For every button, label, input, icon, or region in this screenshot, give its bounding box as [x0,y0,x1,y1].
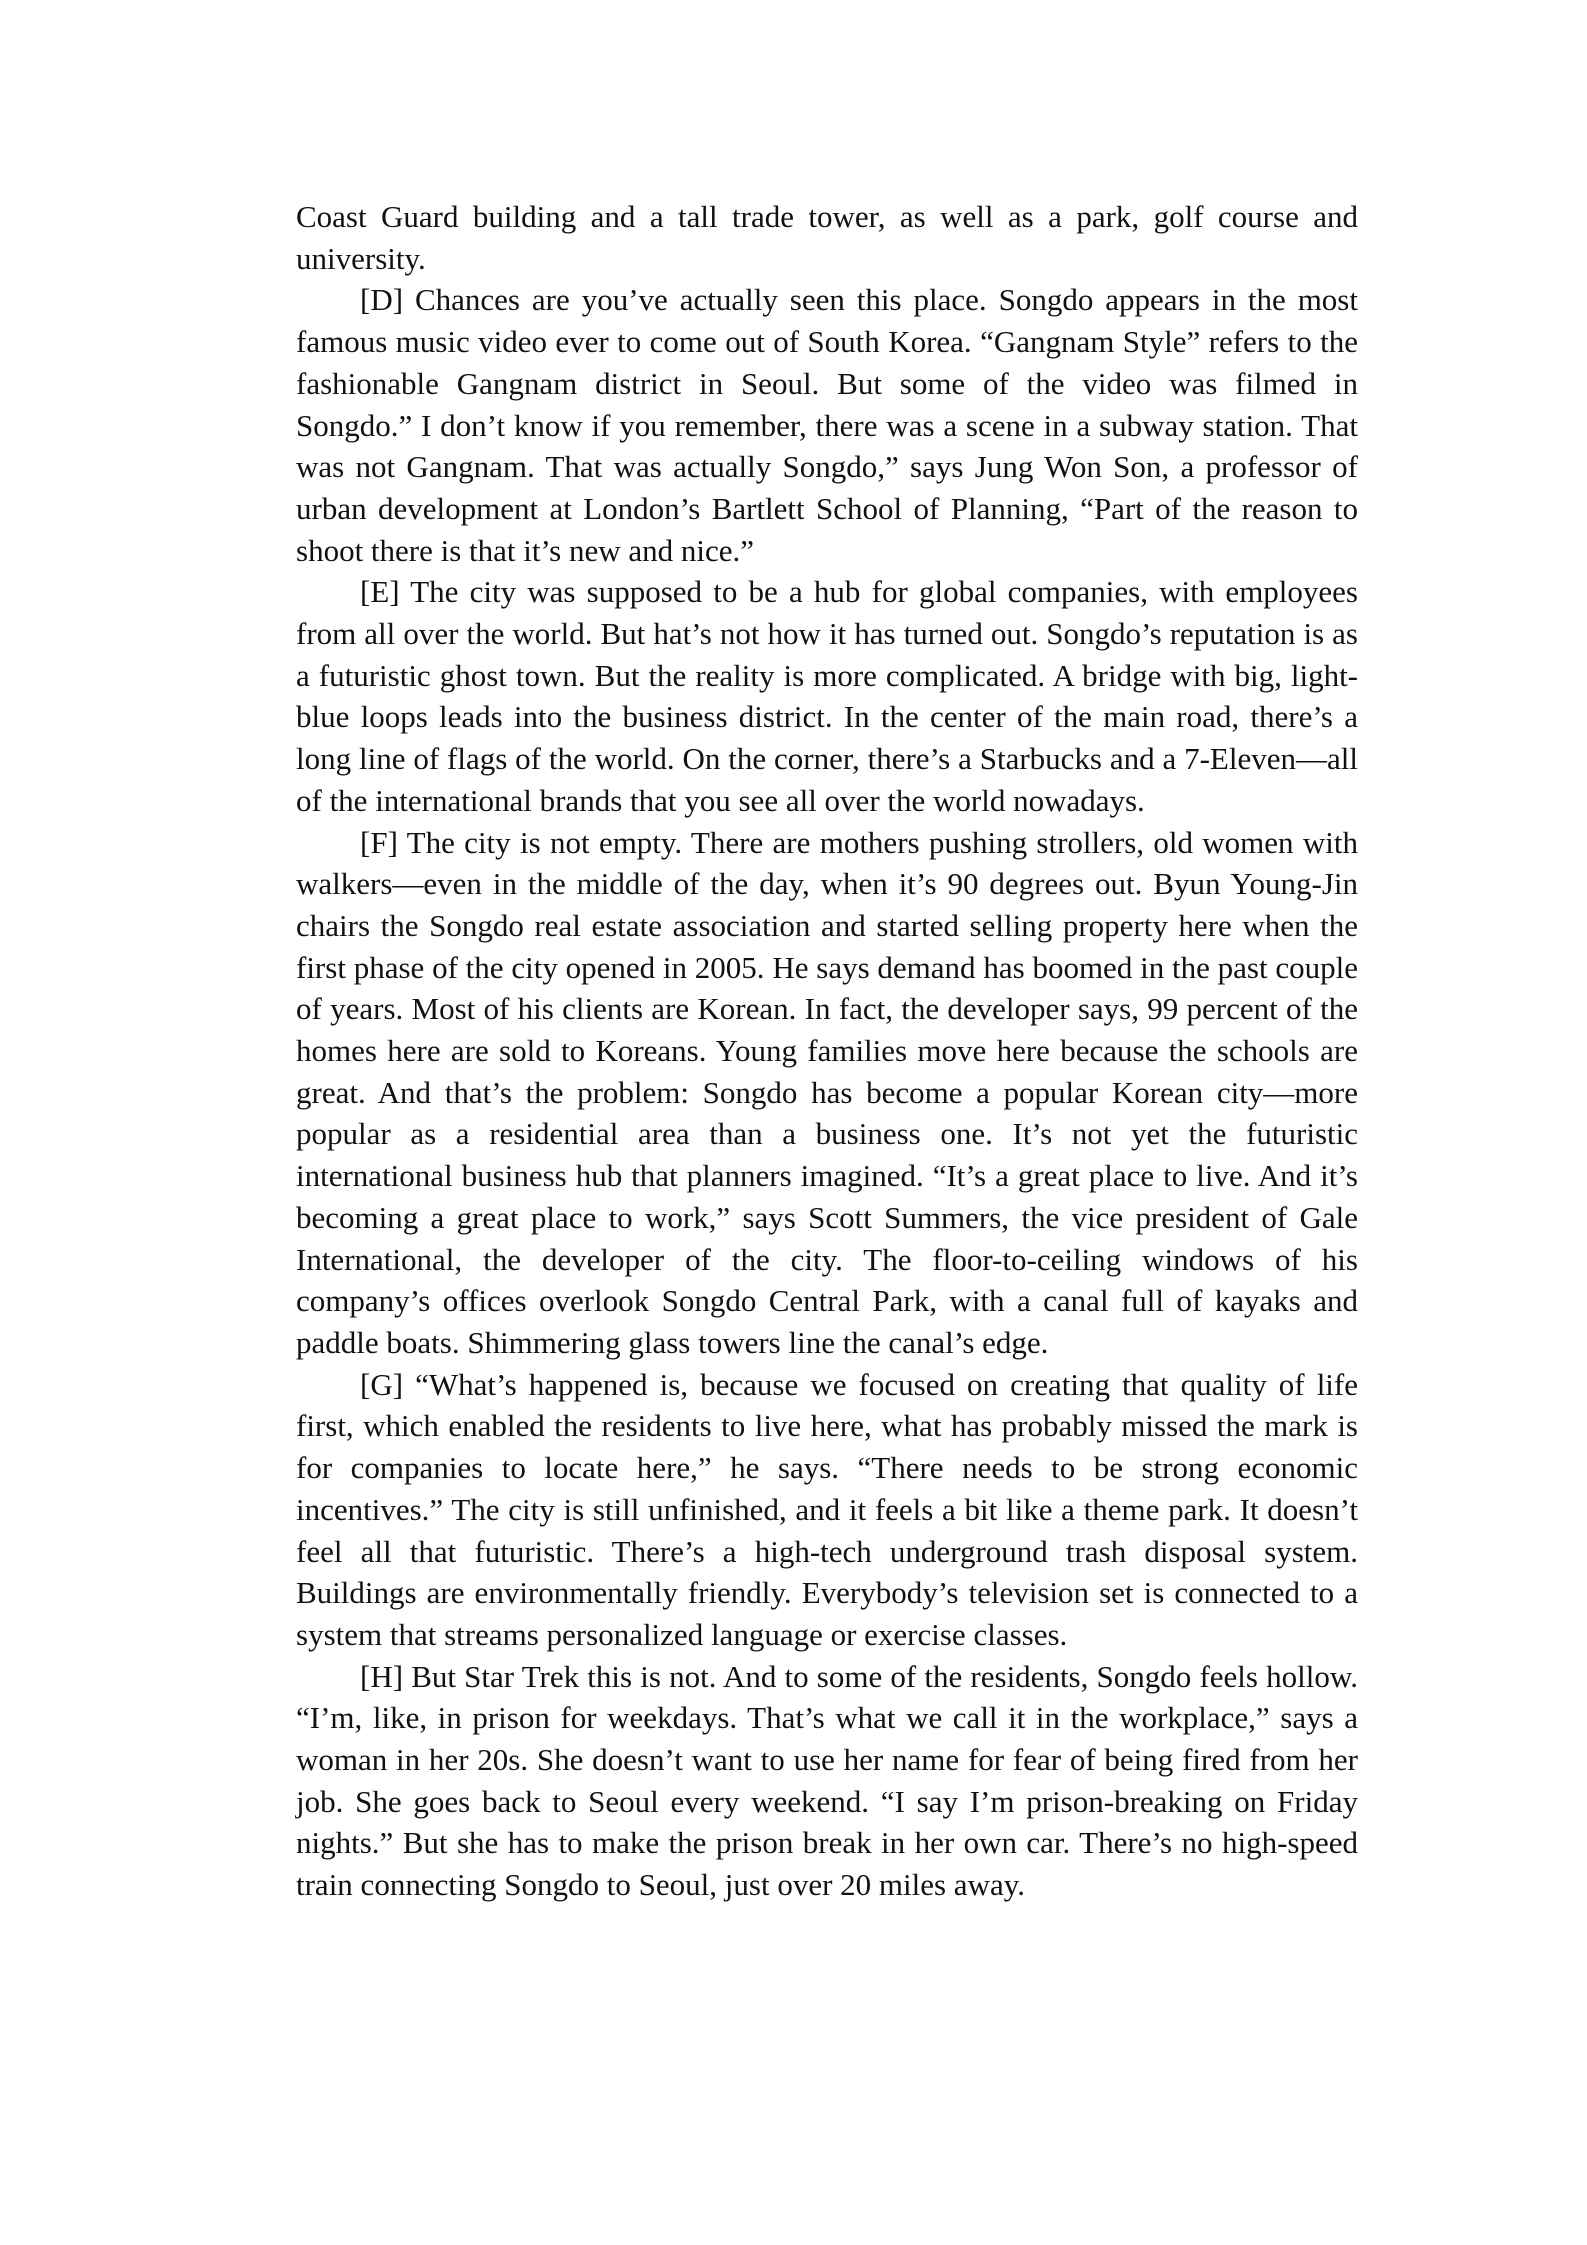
article-body [296,196,1358,1906]
paragraph-d: [D] Chances are you’ve actually seen this place. Songdo appears in the most famous music video ever to come out of South Korea. “Gangnam Style” refers to the fashionable Gangnam district in Seoul. But some of the video was filmed in Songdo.” I don’t know if you remember, there was a scene in a subway station. That was not Gangnam. That was actually Songdo,” says Jung Won Son, a professor of urban development at London’s Bartlett School of Planning, “Part of the reason to shoot there is that it’s new and nice.” [296,282,1358,568]
paragraph-g: [G] “What’s happened is, because we focused on creating that quality of life first, which enabled the residents to live here, what has probably missed the mark is for companies to locate here,” he says. “There needs to be strong economic incentives.” The city is still unfinished, and it feels a bit like a theme park. It doesn’t feel all that futuristic. There’s a high-tech underground trash disposal system. Buildings are environmentally friendly. Everybody’s television set is connected to a system that streams personalized language or exercise classes. [296,1366,1358,1652]
paragraph-continuation: Coast Guard building and a tall trade tower, as well as a park, golf course and university. [296,199,1358,276]
paragraph-f: [F] The city is not empty. There are mothers pushing strollers, old women with walkers—even in the middle of the day, when it’s 90 degrees out. Byun Young-Jin chairs the Songdo real estate association and started selling property here when the first phase of the city opened in 2005. He says demand has boomed in the past couple of years. Most of his clients are Korean. In fact, the developer says, 99 percent of the homes here are sold to Koreans. Young families move here because the schools are great. And that’s the problem: Songdo has become a popular Korean city—more popular as a residential area than a business one. It’s not yet the futuristic international business hub that planners imagined. “It’s a great place to live. And it’s becoming a great place to work,” says Scott Summers, the vice president of Gale International, the developer of the city. The floor-to-ceiling windows of his company’s offices overlook Songdo Central Park, with a canal full of kayaks and paddle boats. Shimmering glass towers line the canal’s edge. [296,824,1358,1360]
paragraph-h: [H] But Star Trek this is not. And to some of the residents, Songdo feels hollow. “I’m, like, in prison for weekdays. That’s what we call it in the workplace,” says a woman in her 20s. She doesn’t want to use her name for fear of being fired from her job. She goes back to Seoul every weekend. “I say I’m prison-breaking on Friday nights.” But she has to make the prison break in her own car. There’s no high-speed train connecting Songdo to Seoul, just over 20 miles away. [296,1658,1358,1903]
paragraph-e: [E] The city was supposed to be a hub for global companies, with employees from all over the world. But hat’s not how it has turned out. Songdo’s reputation is as a futuristic ghost town. But the reality is more complicated. A bridge with big, light-blue loops leads into the business district. In the center of the main road, there’s a long line of flags of the world. On the corner, there’s a Starbucks and a 7-Eleven—all of the international brands that you see all over the world nowadays. [296,574,1358,818]
